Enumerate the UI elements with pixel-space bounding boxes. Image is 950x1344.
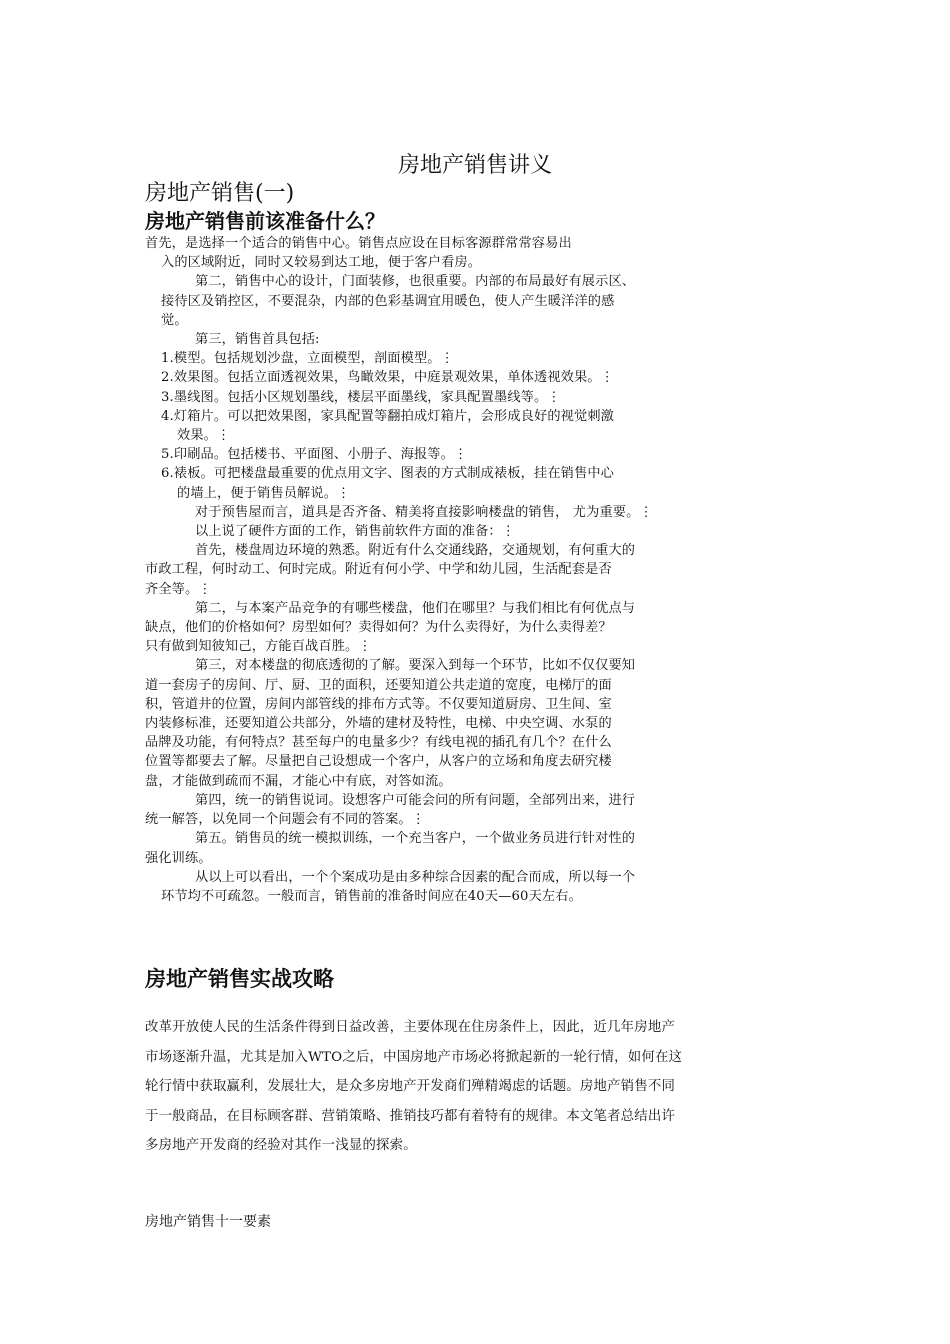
paragraph-line: 改革开放使人民的生活条件得到日益改善，主要体现在住房条件上，因此，近几年房地产: [145, 1020, 676, 1035]
paragraph-line: 内装修标准，还要知道公共部分，外墙的建材及特性，电梯、中央空调、水泵的: [145, 716, 612, 732]
paragraph-line: 缺点，他们的价格如何？房型如何？卖得如何？为什么卖得好，为什么卖得差？: [145, 620, 612, 636]
paragraph-line: 接待区及销控区，不要混杂，内部的色彩基调宜用暖色，使人产生暖洋洋的感: [161, 293, 615, 309]
section-heading-preparation: 房地产销售前该准备什么？: [145, 209, 385, 233]
section-body-tactics: [145, 1013, 815, 1161]
paragraph-line: 第四，统一的销售说词。设想客户可能会问的所有问题，全部列出来，进行: [195, 792, 636, 808]
paragraph-line: 对于预售屋而言，道具是否齐备、精美将直接影响楼盘的销售， 尤为重要。⋮: [195, 504, 653, 520]
paragraph-line: 觉。: [161, 312, 188, 328]
paragraph-line: 品牌及功能，有何特点？甚至每户的电量多少？有线电视的插孔有几个？在什么: [145, 735, 612, 751]
list-item-continued: 效果。⋮: [177, 428, 231, 444]
document-subtitle: 房地产销售(一): [145, 181, 295, 206]
paragraph-line: 第三，对本楼盘的彻底透彻的了解。要深入到每一个环节，比如不仅仅要知: [195, 658, 636, 674]
paragraph-line: 积，管道井的位置，房间内部管线的排布方式等。不仅要知道厨房、卫生间、室: [145, 696, 612, 712]
section-heading-tactics: 房地产销售实战攻略: [145, 967, 334, 991]
paragraph-line: 环节均不可疏忽。一般而言，销售前的准备时间应在40天—60天左右。: [161, 888, 582, 904]
paragraph-line: 从以上可以看出，一个个案成功是由多种综合因素的配合而成，所以每一个: [195, 869, 636, 885]
paragraph-line: 第二，与本案产品竞争的有哪些楼盘，他们在哪里？与我们相比有何优点与: [195, 600, 636, 616]
list-item: 4.灯箱片。可以把效果图，家具配置等翻拍成灯箱片，会形成良好的视觉刺激: [161, 408, 615, 424]
paragraph-line: 市场逐渐升温，尤其是加入WTO之后，中国房地产市场必将掀起新的一轮行情，如何在这: [145, 1049, 683, 1065]
list-item: 2.效果图。包括立面透视效果，鸟瞰效果，中庭景观效果，单体透视效果。⋮: [161, 370, 615, 386]
paragraph-line: 第五。销售员的统一模拟训练，一个充当客户，一个做业务员进行针对性的: [195, 831, 636, 847]
paragraph-line: 第三，销售首具包括:: [195, 332, 320, 348]
paragraph-line: 道一套房子的房间、厅、厨、卫的面积，还要知道公共走道的宽度，电梯厅的面: [145, 677, 612, 693]
paragraph-line: 只有做到知彼知己，方能百战百胜。⋮: [145, 639, 372, 655]
paragraph-line: 首先，是选择一个适合的销售中心。销售点应设在目标客源群常常容易出: [145, 236, 572, 251]
paragraph-line: 首先，楼盘周边环境的熟悉。附近有什么交通线路，交通规划，有何重大的: [195, 543, 636, 559]
list-item-continued: 的墙上，便于销售员解说。⋮: [177, 485, 351, 501]
paragraph-line: 轮行情中获取赢利，发展壮大，是众多房地产开发商们殚精竭虑的话题。房地产销售不同: [145, 1079, 676, 1095]
list-item: 5.印刷品。包括楼书、平面图、小册子、海报等。⋮: [161, 447, 468, 463]
paragraph-line: 入的区域附近，同时又较易到达工地，便于客户看房。: [161, 255, 482, 271]
paragraph-line: 于一般商品，在目标顾客群、营销策略、推销技巧都有着特有的规律。本文笔者总结出许: [145, 1108, 676, 1124]
paragraph-line: 统一解答，以免同一个问题会有不同的答案。⋮: [145, 812, 426, 828]
next-section-title: 房地产销售十一要素: [145, 1214, 271, 1230]
paragraph-line: 齐全等。⋮: [145, 581, 212, 597]
paragraph-line: 强化训练。: [145, 850, 212, 866]
paragraph-line: 多房地产开发商的经验对其作一浅显的探索。: [145, 1138, 417, 1154]
paragraph-line: 市政工程，何时动工、何时完成。附近有何小学、中学和幼儿园，生活配套是否: [145, 562, 612, 578]
paragraph-line: 以上说了硬件方面的工作，销售前软件方面的准备：⋮: [195, 524, 516, 540]
list-item: 3.墨线图。包括小区规划墨线，楼层平面墨线，家具配置墨线等。⋮: [161, 389, 561, 405]
list-item: 1.模型。包括规划沙盘，立面模型，剖面模型。⋮: [161, 351, 454, 367]
document-title: 房地产销售讲义: [397, 153, 552, 178]
paragraph-line: 位置等都要去了解。尽量把自己设想成一个客户，从客户的立场和角度去研究楼: [145, 754, 612, 770]
list-item: 6.裱板。可把楼盘最重要的优点用文字、图表的方式制成裱板，挂在销售中心: [161, 466, 615, 482]
paragraph-line: 盘，才能做到疏而不漏，才能心中有底，对答如流。: [145, 773, 452, 789]
section-body-preparation: [145, 234, 785, 906]
paragraph-line: 第二，销售中心的设计，门面装修，也很重要。内部的布局最好有展示区、: [195, 274, 636, 290]
